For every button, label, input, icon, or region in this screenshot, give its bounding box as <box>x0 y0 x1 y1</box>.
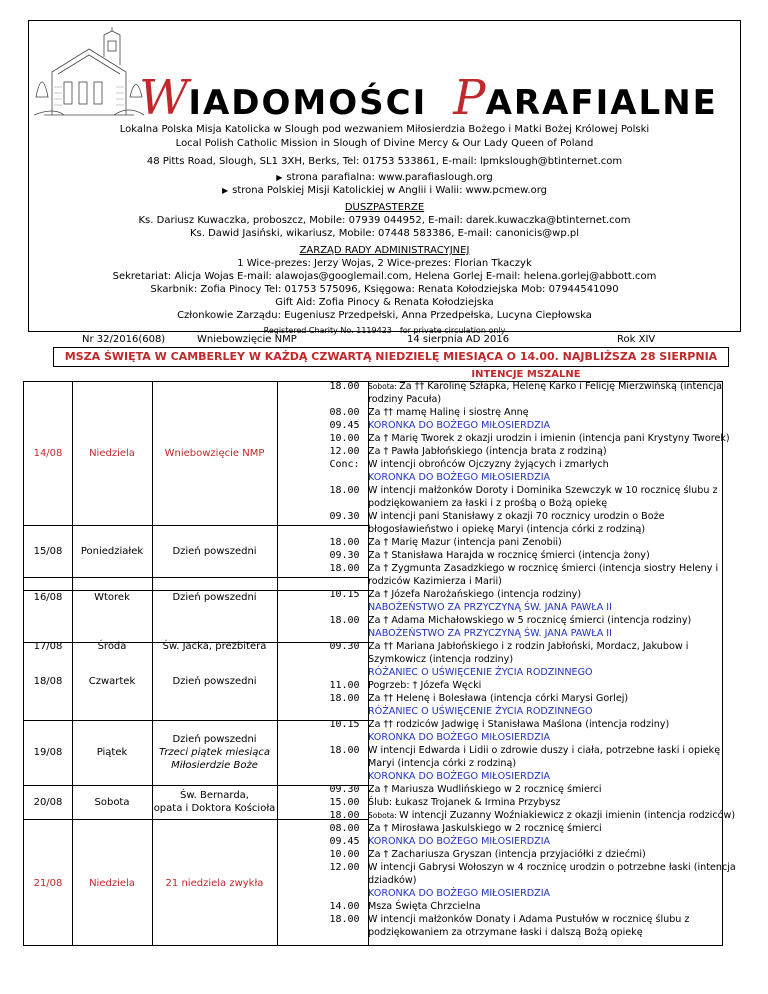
day-feast: Św. Bernarda, <box>180 790 249 801</box>
day-feast-group <box>152 720 277 785</box>
intention-line <box>368 731 720 744</box>
intention-line <box>368 926 720 939</box>
day-name: Wtorek <box>94 591 130 603</box>
board-4: Gift Aid: Zofia Pinocy & Renata Kołodziejska <box>275 297 494 308</box>
intention-text: W intencji obrońców Ojczyzny żyjących i zmarłych <box>368 459 609 470</box>
intention-text: Za † Pawła Jabłońskiego (intencja brata z rodziną) <box>368 446 607 457</box>
mass-time <box>325 575 364 588</box>
mass-time: 09.30 <box>329 511 360 522</box>
mass-time <box>325 874 364 887</box>
mass-time: 15.00 <box>329 797 360 808</box>
mass-time: 18.00 <box>329 563 360 574</box>
intention-text: Za †† Helenę i Bolesława (intencja córki Marysi Gorlej) <box>368 693 629 704</box>
intention-line <box>368 861 736 874</box>
intention-line <box>368 614 720 627</box>
intention-line <box>368 445 720 458</box>
intention-line <box>368 848 720 861</box>
clergy-2: Ks. Dawid Jasiński, wikariusz, Mobile: 07448 583386, E-mail: canonicis@wp.pl <box>189 228 579 239</box>
mass-time: 12.00 <box>329 862 360 873</box>
intention-text: Za †† Karolinę Szłapka, Helenę Karko i Felicję Mierzwińską (intencja <box>399 381 723 392</box>
intention-text: KORONKA DO BOŻEGO MIŁOSIERDZIA <box>368 420 551 431</box>
mass-time <box>325 731 364 744</box>
intention-line <box>368 419 720 432</box>
board-1: 1 Wice-prezes: Jerzy Wojas, 2 Wice-prezes: Florian Tkaczyk <box>237 258 532 269</box>
mass-time: 09.45 <box>329 836 360 847</box>
intention-text: RÓŻANIEC O UŚWIĘCENIE ŻYCIA RODZINNEGO <box>368 706 593 717</box>
intention-line <box>368 406 720 419</box>
mass-time: 18.00 <box>329 810 360 821</box>
mass-time: 14.00 <box>329 901 360 912</box>
board-2: Sekretariat: Alicja Wojas E-mail: alawojas@googlemail.com, Helena Gorlej E-mail: helena.gorlej@abbott.com <box>112 271 657 282</box>
mass-time <box>325 497 364 510</box>
intention-text: Za † Stanisława Harajda w rocznicę śmierci (intencja żony) <box>368 550 650 561</box>
intention-line <box>368 796 720 809</box>
intention-text: NABOŻEŃSTWO ZA PRZYCZYNĄ ŚW. JANA PAWŁA II <box>368 628 612 639</box>
intention-line <box>368 666 720 679</box>
link-pcmew[interactable] <box>29 184 740 197</box>
address-line: 48 Pitts Road, Slough, SL1 3XH, Berks, Tel: 01753 533861, E-mail: lpmkslough@btinternet.com <box>146 156 623 167</box>
camberley-banner: MSZA ŚWIĘTA W CAMBERLEY W KAŻDĄ CZWARTĄ NIEDZIELĘ MIESIĄCA O 14.00. NAJBLIŻSZA 28 SIERPNIA <box>53 347 729 367</box>
intention-text: Za †† rodziców Jadwigę i Stanisława Maślona (intencja rodziny) <box>368 719 670 730</box>
intention-line <box>368 900 720 913</box>
issue-feast: Wniebowzięcie NMP <box>197 334 297 345</box>
mass-time <box>325 471 364 484</box>
intention-text: Za † Mirosława Jaskulskiego w 2 rocznicę śmierci <box>368 823 602 834</box>
title-cap-w: W <box>139 70 189 126</box>
day-feast: Dzień powszedni <box>172 591 257 603</box>
mission-line-pl: Lokalna Polska Misja Katolicka w Slough pod wezwaniem Miłosierdzia Bożego i Matki Bożej Królowej Polski <box>119 124 650 135</box>
intention-line <box>368 757 720 770</box>
mass-time: 08.00 <box>329 823 360 834</box>
day-feast-note: opata i Doktora Kościoła <box>153 803 276 814</box>
day-feast: Dzień powszedni <box>172 675 257 687</box>
intention-line <box>368 380 723 393</box>
intention-text: RÓŻANIEC O UŚWIĘCENIE ŻYCIA RODZINNEGO <box>368 667 593 678</box>
day-date: 21/08 <box>33 877 63 889</box>
intention-line <box>368 640 720 653</box>
link-pcmew-text[interactable]: strona Polskiej Misji Katolickiej w Anglii i Walii: www.pcmew.org <box>232 185 548 196</box>
intention-line <box>368 705 720 718</box>
intention-text: KORONKA DO BOŻEGO MIŁOSIERDZIA <box>368 472 551 483</box>
mass-time <box>325 666 364 679</box>
intention-text: Za † Marię Mazur (intencja pani Zenobii) <box>368 537 562 548</box>
issue-date: 14 sierpnia AD 2016 <box>407 334 510 345</box>
circulation-note: for private circulation only <box>399 326 506 335</box>
day-date: 16/08 <box>33 591 63 603</box>
intention-line <box>368 913 720 926</box>
day-name: Niedziela <box>89 877 135 889</box>
intention-line <box>368 783 720 796</box>
triangle-bullet-icon: ▶ <box>276 173 283 182</box>
mass-time: 08.00 <box>329 407 360 418</box>
day-feast: Św. Jacka, prezbitera <box>162 640 267 652</box>
mass-time: 18.00 <box>329 381 360 392</box>
day-date: 15/08 <box>33 545 63 557</box>
mass-time <box>325 887 364 900</box>
mission-line-en: Local Polish Catholic Mission in Slough of Divine Mercy & Our Lady Queen of Poland <box>175 138 594 149</box>
day-feast: Dzień powszedni <box>172 545 257 557</box>
day-name: Czwartek <box>88 675 136 687</box>
intention-text: Za †† Mariana Jabłońskiego i z rodzin Jabłoński, Mordacz, Jakubow i <box>368 641 689 652</box>
triangle-bullet-icon: ▶ <box>221 186 229 195</box>
intention-text: podziękowaniem za otrzymane łaski i dalszą Bożą opiekę <box>368 927 643 938</box>
day-feast: Wniebowzięcie NMP <box>164 448 265 459</box>
newsletter-header <box>28 20 741 335</box>
intention-text: Msza Święta Chrzcielna <box>368 901 481 912</box>
intention-line <box>368 822 720 835</box>
intention-text: W intencji Edwarda i Lidii o zdrowie duszy i ciała, potrzebne łaski i opiekę <box>368 745 721 756</box>
intention-line <box>368 718 720 731</box>
intention-text: Ślub: Łukasz Trojanek & Irmina Przybysz <box>368 797 561 808</box>
issue-info-row <box>82 333 682 347</box>
day-name: Sobota <box>94 796 130 808</box>
day-feast-note: Miłosierdzie Boże <box>171 760 258 771</box>
intention-line <box>368 471 720 484</box>
intention-line <box>368 536 720 549</box>
intention-text: Za † Zachariusza Gryszan (intencja przyjaciółki z dziećmi) <box>368 849 646 860</box>
mass-time: 10.15 <box>329 719 360 730</box>
intention-line <box>368 523 720 536</box>
intention-text: Za †† mamę Halinę i siostrę Annę <box>368 407 529 418</box>
intention-line <box>368 601 720 614</box>
day-feast: Dzień powszedni <box>172 734 257 745</box>
intentions-column <box>368 380 736 939</box>
intention-text: Pogrzeb: † Józefa Węcki <box>368 680 482 691</box>
day-name: Środa <box>97 640 127 652</box>
intention-text: W intencji pani Stanisławy z okazji 70 rocznicy urodzin o Boże <box>368 511 665 522</box>
day-date: 19/08 <box>33 747 63 758</box>
mass-schedule-table <box>23 381 736 946</box>
board-heading: ZARZĄD RADY ADMINISTRACYJNEJ <box>299 245 470 256</box>
mass-time: 18.00 <box>329 693 360 704</box>
mass-time: 18.00 <box>329 745 360 756</box>
intention-text: rodziny Pacuła) <box>368 394 442 405</box>
day-name: Piątek <box>96 747 128 758</box>
intention-text: KORONKA DO BOŻEGO MIŁOSIERDZIA <box>368 888 551 899</box>
intention-line <box>368 679 720 692</box>
intention-text: NABOŻEŃSTWO ZA PRZYCZYNĄ ŚW. JANA PAWŁA II <box>368 602 612 613</box>
mass-time: 12.00 <box>329 446 360 457</box>
mass-time <box>325 393 364 406</box>
mass-time <box>325 757 364 770</box>
day-date: 18/08 <box>33 675 63 687</box>
mass-time: Conc: <box>329 459 360 470</box>
mass-time: 09.30 <box>329 784 360 795</box>
intention-line <box>368 588 720 601</box>
intention-text: KORONKA DO BOŻEGO MIŁOSIERDZIA <box>368 836 551 847</box>
intention-line <box>368 770 720 783</box>
intention-text: Za † Mariusza Wudlińskiego w 2 rocznicę śmierci <box>368 784 602 795</box>
mass-time <box>325 705 364 718</box>
title-word2: ARAFIALNE <box>485 83 718 123</box>
charity-number: Registered Charity No. 1119423 <box>263 326 392 335</box>
intention-text: W intencji małżonków Donaty i Adama Pustułów w rocznicę ślubu z <box>368 914 690 925</box>
mass-time: 10.00 <box>329 433 360 444</box>
intention-line <box>368 835 720 848</box>
intention-text: Maryi (intencja córki z rodziną) <box>368 758 517 769</box>
intention-text: W intencji Zuzanny Woźniakiewicz z okazji imienin (intencja rodziców) <box>399 810 736 821</box>
mass-time: 18.00 <box>329 914 360 925</box>
intention-line <box>368 458 720 471</box>
mass-time: 18.00 <box>329 485 360 496</box>
mass-time: 09.45 <box>329 420 360 431</box>
mass-time <box>325 770 364 783</box>
day-date: 20/08 <box>33 796 63 808</box>
intention-line <box>368 393 720 406</box>
board-5: Członkowie Zarządu: Eugeniusz Przedpełski, Anna Przedpełska, Lucyna Ciepłowska <box>177 310 592 321</box>
clergy-1: Ks. Dariusz Kuwaczka, proboszcz, Mobile: 07939 044952, E-mail: darek.kuwaczka@btinternet.com <box>138 215 631 226</box>
intention-line <box>368 497 720 510</box>
intention-text: KORONKA DO BOŻEGO MIŁOSIERDZIA <box>368 732 551 743</box>
intention-line <box>368 692 720 705</box>
intention-line <box>368 549 720 562</box>
intention-line <box>368 874 720 887</box>
mass-time: 09.30 <box>329 641 360 652</box>
intention-line <box>368 887 720 900</box>
mass-time <box>325 627 364 640</box>
intention-line <box>368 562 720 575</box>
issue-year: Rok XIV <box>617 334 656 345</box>
mass-time: 10.00 <box>329 849 360 860</box>
intention-line <box>368 627 720 640</box>
intention-text: Za † Józefa Narożańskiego (intencja rodziny) <box>368 589 582 600</box>
mass-time: 10.15 <box>329 589 360 600</box>
day-feast-group <box>152 785 277 819</box>
intention-text: Za † Zygmunta Zasadzkiego w rocznicę śmierci (intencja siostry Heleny i <box>368 563 719 574</box>
intention-prefix: Sobota: <box>368 382 400 391</box>
intentions-heading: INTENCJE MSZALNE <box>471 369 581 380</box>
intention-text: dziadków) <box>368 875 417 886</box>
mass-time <box>325 653 364 666</box>
intention-line <box>368 432 730 445</box>
day-date: 14/08 <box>33 448 63 459</box>
intention-line <box>368 809 736 822</box>
intention-prefix: Sobota: <box>368 811 400 820</box>
day-feast: 21 niedziela zwykła <box>165 877 264 889</box>
intention-text: rodziców Kazimierza i Marii) <box>368 576 502 587</box>
intention-text: Za † Adama Michałowskiego w 5 rocznicę śmierci (intencja rodziny) <box>368 615 692 626</box>
intention-line <box>368 575 720 588</box>
intention-text: W intencji Gabrysi Wołoszyn w 4 rocznicę urodzin o potrzebne łaski (intencja <box>368 862 736 873</box>
link-parish-text[interactable]: strona parafialna: www.parafiaslough.org <box>286 172 493 183</box>
clergy-heading: DUSZPASTERZE <box>344 202 425 213</box>
board-3: Skarbnik: Zofia Pinocy Tel: 01753 575096, Księgowa: Renata Kołodziejska Mob: 07944541090 <box>150 284 619 295</box>
intention-line <box>368 510 720 523</box>
issue-number: Nr 32/2016(608) <box>82 334 166 345</box>
intention-line <box>368 744 720 757</box>
day-name: Poniedziałek <box>80 545 144 557</box>
title-word1: IADOMOŚCI <box>188 83 428 123</box>
church-illustration <box>34 27 144 122</box>
intention-line <box>368 653 720 666</box>
title-cap-p: P <box>453 70 486 126</box>
intention-text: Za † Marię Tworek z okazji urodzin i imienin (intencja pani Krystyny Tworek) <box>368 433 730 444</box>
intention-text: W intencji małżonków Doroty i Dominika Szewczyk w 10 rocznicę ślubu z <box>368 485 718 496</box>
day-feast-note: Trzeci piątek miesiąca <box>158 747 270 758</box>
mass-time <box>325 523 364 536</box>
intention-text: podziękowaniem za łaski i z prośbą o Bożą opiekę <box>368 498 608 509</box>
intention-text: KORONKA DO BOŻEGO MIŁOSIERDZIA <box>368 771 551 782</box>
intention-line <box>368 484 720 497</box>
mass-time: 11.00 <box>329 680 360 691</box>
link-parish[interactable] <box>29 171 740 184</box>
mass-times-column <box>325 380 364 926</box>
day-name: Niedziela <box>89 448 135 459</box>
intention-text: Szymkowicz (intencja rodziny) <box>368 654 514 665</box>
mass-time <box>325 601 364 614</box>
intention-text: błogosławieństwo i opiekę Maryi (intencja córki z rodziną) <box>368 524 646 535</box>
col-divider <box>277 382 278 945</box>
mass-time: 09.30 <box>329 550 360 561</box>
day-date: 17/08 <box>33 640 63 652</box>
mass-time: 18.00 <box>329 537 360 548</box>
mass-time: 18.00 <box>329 615 360 626</box>
